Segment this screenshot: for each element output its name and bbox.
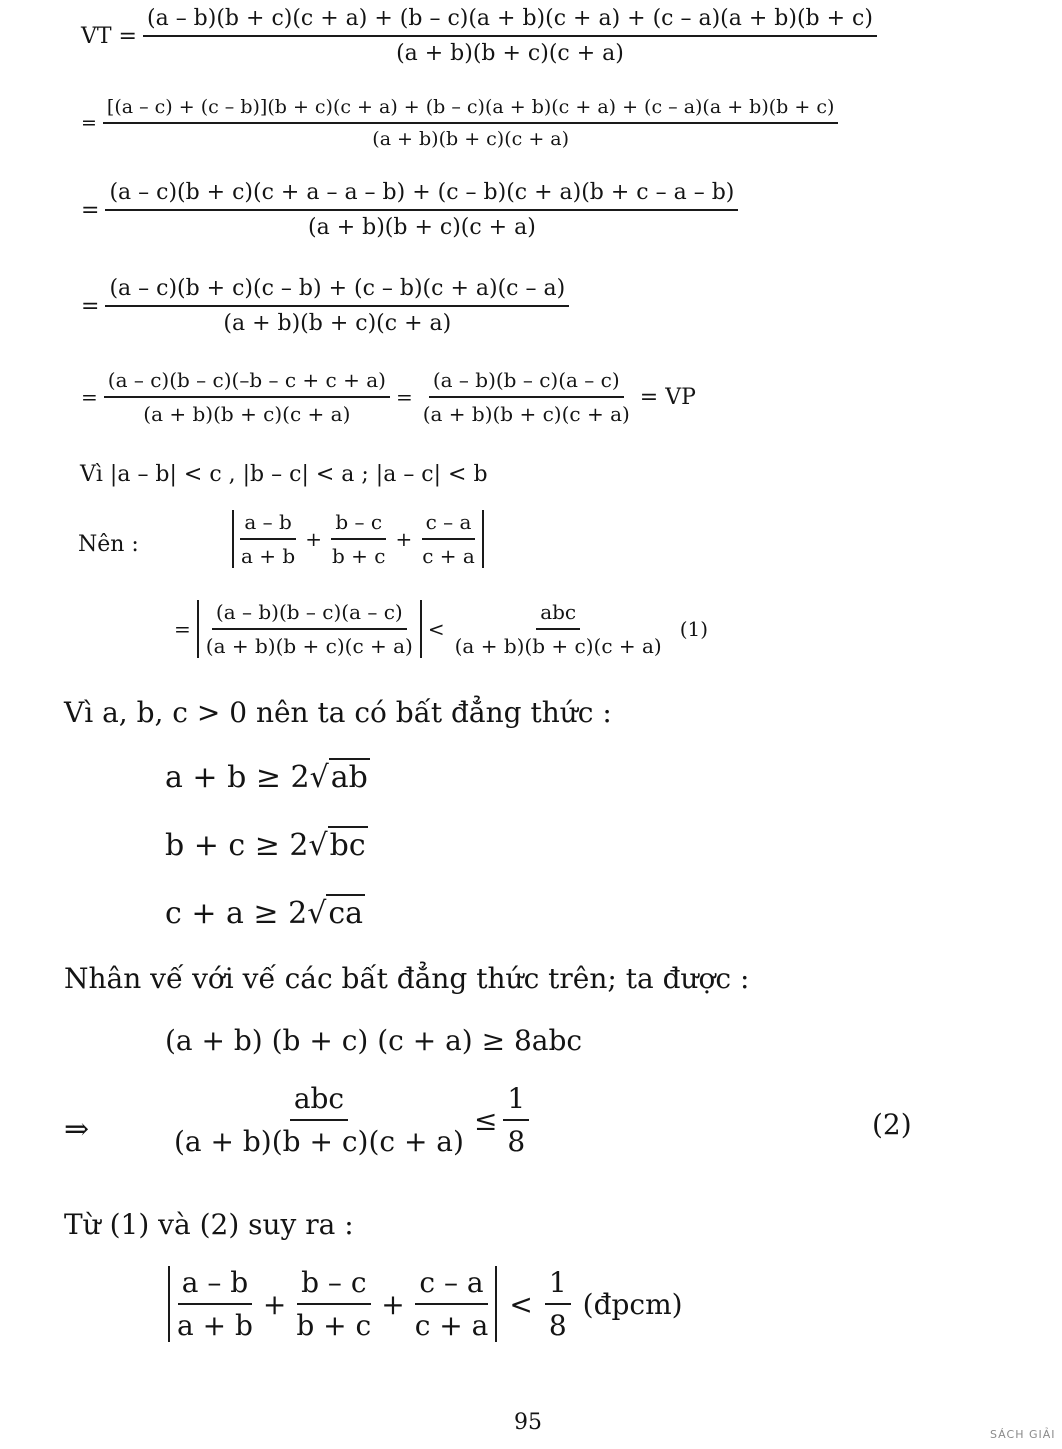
- equals-sign: =: [395, 385, 413, 409]
- less-equal-sign: ≤: [473, 1103, 498, 1137]
- plus-sign: +: [395, 527, 413, 551]
- watermark-text: SÁCH GIẢI: [990, 1428, 1056, 1441]
- denominator: 8: [548, 1309, 567, 1342]
- conclusion-inequality: [168, 1266, 689, 1342]
- radicand: bc: [329, 828, 366, 863]
- denominator: c + a: [422, 544, 475, 568]
- hence-label: Nên :: [78, 532, 139, 557]
- radicand: ab: [330, 760, 368, 795]
- rhs-fraction: [451, 600, 666, 658]
- radicand: ca: [328, 896, 364, 931]
- equals-sign: =: [81, 385, 98, 409]
- denominator: (a + b)(b + c)(c + a): [143, 402, 351, 426]
- qed-label: (đpcm): [582, 1287, 683, 1321]
- equals-sign: =: [81, 293, 100, 319]
- step-5b-fraction: [419, 368, 634, 426]
- fraction-ca: [411, 1266, 493, 1342]
- one-eighth-fraction: [545, 1266, 571, 1342]
- numerator: (a – c)(b + c)(c + a – a – b) + (c – b)(c + a)(b + c – a – b): [105, 180, 738, 211]
- plus-sign: +: [305, 527, 322, 551]
- fraction-ca: [418, 510, 479, 568]
- absolute-value: [197, 600, 422, 658]
- denominator: a + b: [177, 1309, 253, 1342]
- amgm-lhs: a + b ≥ 2: [165, 760, 310, 795]
- page-number: 95: [514, 1410, 542, 1435]
- sqrt-symbol: √: [309, 760, 329, 795]
- denominator: (a + b)(b + c)(c + a): [174, 1125, 464, 1158]
- step-2: [75, 96, 838, 150]
- denominator: (a + b)(b + c)(c + a): [422, 402, 630, 426]
- numerator: 1: [545, 1266, 571, 1305]
- denominator: 8: [507, 1125, 526, 1158]
- numerator: b – c: [297, 1266, 370, 1305]
- step-4: [75, 276, 569, 336]
- since-line: Vì |a – b| < c , |b – c| < a ; |a – c| < b: [80, 462, 488, 487]
- numerator: abc: [290, 1082, 348, 1121]
- lhs-fraction: [202, 600, 417, 658]
- denominator: (a + b)(b + c)(c + a): [454, 634, 662, 658]
- numerator: c – a: [422, 510, 476, 540]
- less-than-sign: <: [427, 617, 445, 641]
- amgm-line-3: [165, 896, 365, 931]
- step-5a-fraction: [104, 368, 390, 426]
- numerator: (a – c)(b + c)(c – b) + (c – b)(c + a)(c – a): [105, 276, 569, 307]
- denominator: (a + b)(b + c)(c + a): [223, 311, 452, 336]
- vt-fraction: [143, 6, 877, 66]
- numerator: (a – b)(b – c)(a – c): [212, 600, 407, 630]
- vp-label: = VP: [639, 384, 696, 410]
- sqrt-symbol: √: [307, 896, 327, 931]
- fraction-ab: [237, 510, 299, 568]
- hence-sum: [232, 510, 484, 568]
- step-3-fraction: [105, 180, 738, 240]
- amgm-lhs: b + c ≥ 2: [165, 828, 309, 863]
- numerator: a – b: [240, 510, 295, 540]
- abc-fraction: [170, 1082, 468, 1158]
- fraction-bc: [292, 1266, 375, 1342]
- numerator: [(a – c) + (c – b)](b + c)(c + a) + (b – c)(a + b)(c + a) + (c – a)(a + b)(b + c): [103, 96, 838, 124]
- step-4-fraction: [105, 276, 569, 336]
- denominator: a + b: [241, 544, 296, 568]
- plus-sign: +: [381, 1287, 405, 1321]
- vt-label: VT =: [81, 23, 137, 49]
- amgm-intro: Vì a, b, c > 0 nên ta có bất đẳng thức :: [64, 696, 612, 729]
- denominator: (a + b)(b + c)(c + a): [372, 128, 570, 150]
- conclusion-intro: Từ (1) và (2) suy ra :: [64, 1208, 354, 1241]
- product-inequality: (a + b) (b + c) (c + a) ≥ 8abc: [165, 1024, 583, 1057]
- step-2-fraction: [103, 96, 838, 150]
- numerator: abc: [536, 600, 580, 630]
- absolute-value: [168, 1266, 497, 1342]
- one-eighth-fraction: [503, 1082, 529, 1158]
- implies-arrow: ⇒: [64, 1112, 90, 1147]
- plus-sign: +: [262, 1287, 287, 1321]
- step-5: [75, 368, 702, 426]
- amgm-line-2: [165, 828, 368, 863]
- fraction-ab: [173, 1266, 257, 1342]
- equation-tag-1: (1): [679, 617, 709, 641]
- equals-sign: =: [81, 197, 100, 223]
- fraction-bc: [328, 510, 389, 568]
- less-than-sign: <: [509, 1287, 533, 1321]
- amgm-line-1: [165, 760, 370, 795]
- equals-sign: =: [174, 617, 191, 641]
- denominator: (a + b)(b + c)(c + a): [396, 41, 624, 66]
- implies-inequality: [170, 1082, 529, 1158]
- numerator: 1: [503, 1082, 529, 1121]
- numerator: c – a: [415, 1266, 487, 1305]
- amgm-lhs: c + a ≥ 2: [165, 896, 308, 931]
- multiply-intro: Nhân vế với vế các bất đẳng thức trên; ta được :: [64, 962, 750, 995]
- absolute-value: [232, 510, 484, 568]
- step-3: [75, 180, 738, 240]
- sqrt-symbol: √: [308, 828, 328, 863]
- hence-bound: [168, 600, 714, 658]
- numerator: (a – b)(b + c)(c + a) + (b – c)(a + b)(c + a) + (c – a)(a + b)(b + c): [143, 6, 877, 37]
- equation-tag-2: (2): [872, 1108, 912, 1141]
- watermark-logo: [990, 1428, 1056, 1441]
- numerator: (a – c)(b – c)(–b – c + c + a): [104, 368, 390, 398]
- denominator: (a + b)(b + c)(c + a): [205, 634, 413, 658]
- denominator: (a + b)(b + c)(c + a): [308, 215, 536, 240]
- denominator: c + a: [414, 1309, 489, 1342]
- equals-sign: =: [81, 112, 97, 134]
- denominator: b + c: [331, 544, 386, 568]
- numerator: (a – b)(b – c)(a – c): [429, 368, 624, 398]
- numerator: b – c: [331, 510, 386, 540]
- numerator: a – b: [178, 1266, 252, 1305]
- vt-line: [75, 6, 877, 66]
- denominator: b + c: [296, 1309, 372, 1342]
